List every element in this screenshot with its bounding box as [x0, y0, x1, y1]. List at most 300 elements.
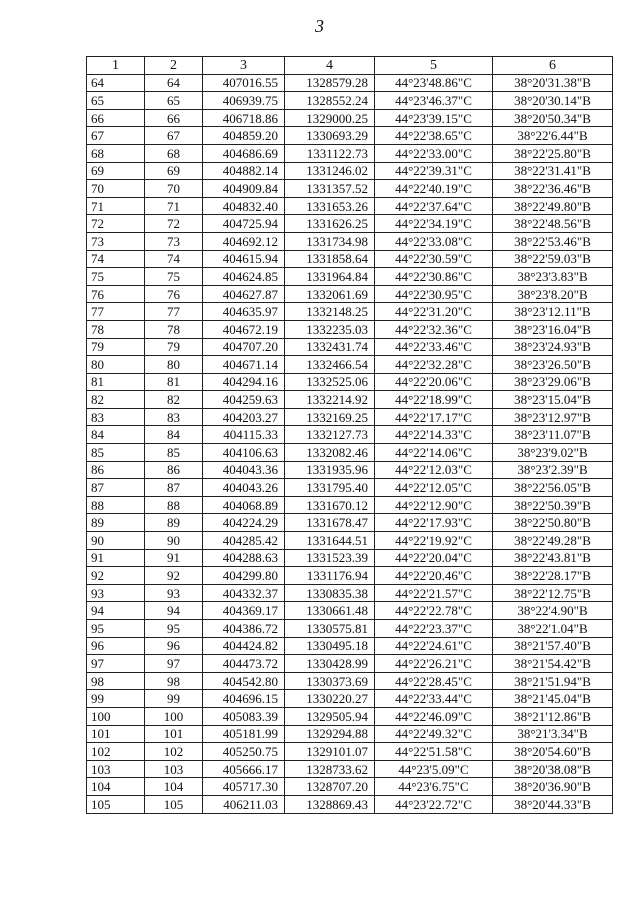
table-cell: 44°22'17.17"С	[375, 408, 493, 426]
table-cell: 101	[87, 725, 145, 743]
table-cell: 88	[87, 496, 145, 514]
table-cell: 1328869.43	[285, 795, 375, 813]
table-cell: 84	[87, 426, 145, 444]
coordinates-table	[86, 56, 613, 814]
table-cell: 404285.42	[203, 532, 285, 550]
table-cell: 38°23'26.50"В	[493, 356, 613, 374]
table-cell: 38°21'45.04"В	[493, 690, 613, 708]
table-cell: 81	[87, 373, 145, 391]
table-cell: 72	[87, 215, 145, 233]
table-cell: 100	[145, 707, 203, 725]
table-row	[87, 707, 613, 725]
table-cell: 93	[87, 584, 145, 602]
table-cell: 69	[87, 162, 145, 180]
table-cell: 38°20'38.08"В	[493, 760, 613, 778]
table-row	[87, 479, 613, 497]
table-cell: 404259.63	[203, 391, 285, 409]
table-cell: 44°22'49.32"С	[375, 725, 493, 743]
table-cell: 1330693.29	[285, 127, 375, 145]
table-cell: 105	[87, 795, 145, 813]
table-cell: 85	[87, 444, 145, 462]
table-cell: 405181.99	[203, 725, 285, 743]
table-cell: 1332061.69	[285, 285, 375, 303]
table-cell: 38°22'36.46"В	[493, 180, 613, 198]
table-cell: 44°22'39.31"С	[375, 162, 493, 180]
table-cell: 44°22'33.44"С	[375, 690, 493, 708]
table-cell: 44°22'12.90"С	[375, 496, 493, 514]
table-cell: 404635.97	[203, 303, 285, 321]
table-cell: 66	[87, 109, 145, 127]
table-row	[87, 215, 613, 233]
column-header: 4	[285, 57, 375, 75]
table-cell: 44°22'51.58"С	[375, 743, 493, 761]
table-row	[87, 356, 613, 374]
table-cell: 1332214.92	[285, 391, 375, 409]
table-cell: 1331935.96	[285, 461, 375, 479]
table-cell: 1331122.73	[285, 144, 375, 162]
table-cell: 38°20'54.60"В	[493, 743, 613, 761]
table-cell: 44°22'12.05"С	[375, 479, 493, 497]
table-cell: 38°22'56.05"В	[493, 479, 613, 497]
table-cell: 1329101.07	[285, 743, 375, 761]
table-cell: 44°22'46.09"С	[375, 707, 493, 725]
table-cell: 84	[145, 426, 203, 444]
table-cell: 44°23'46.37"С	[375, 92, 493, 110]
table-cell: 44°22'12.03"С	[375, 461, 493, 479]
column-header: 1	[87, 57, 145, 75]
table-cell: 1332082.46	[285, 444, 375, 462]
table-row	[87, 532, 613, 550]
table-cell: 38°22'12.75"В	[493, 584, 613, 602]
table-row	[87, 655, 613, 673]
table-cell: 75	[145, 268, 203, 286]
table-cell: 68	[87, 144, 145, 162]
table-cell: 68	[145, 144, 203, 162]
table-cell: 104	[87, 778, 145, 796]
table-cell: 44°22'33.00"С	[375, 144, 493, 162]
table-cell: 104	[145, 778, 203, 796]
table-row	[87, 109, 613, 127]
table-cell: 1331176.94	[285, 567, 375, 585]
table-cell: 78	[145, 320, 203, 338]
table-cell: 404686.69	[203, 144, 285, 162]
column-header: 5	[375, 57, 493, 75]
table-cell: 1328552.24	[285, 92, 375, 110]
table-cell: 1332148.25	[285, 303, 375, 321]
table-cell: 404043.26	[203, 479, 285, 497]
table-cell: 38°23'29.06"В	[493, 373, 613, 391]
page-number: 3	[315, 16, 324, 36]
table-cell: 86	[145, 461, 203, 479]
table-cell: 44°22'30.59"С	[375, 250, 493, 268]
table-cell: 44°22'28.45"С	[375, 672, 493, 690]
table-cell: 1330428.99	[285, 655, 375, 673]
table-cell: 81	[145, 373, 203, 391]
table-cell: 38°23'11.07"В	[493, 426, 613, 444]
table-cell: 404672.19	[203, 320, 285, 338]
table-row	[87, 92, 613, 110]
table-cell: 38°21'3.34"В	[493, 725, 613, 743]
table-cell: 1330575.81	[285, 620, 375, 638]
table-cell: 100	[87, 707, 145, 725]
table-cell: 44°23'5.09"С	[375, 760, 493, 778]
table-body	[87, 74, 613, 813]
table-cell: 73	[87, 232, 145, 250]
table-cell: 89	[87, 514, 145, 532]
table-cell: 38°22'48.56"В	[493, 215, 613, 233]
table-cell: 404627.87	[203, 285, 285, 303]
table-cell: 44°22'24.61"С	[375, 637, 493, 655]
table-cell: 88	[145, 496, 203, 514]
table-cell: 38°23'2.39"В	[493, 461, 613, 479]
column-header: 6	[493, 57, 613, 75]
table-cell: 38°22'6.44"В	[493, 127, 613, 145]
table-cell: 94	[87, 602, 145, 620]
table-cell: 44°22'33.46"С	[375, 338, 493, 356]
table-cell: 38°22'43.81"В	[493, 549, 613, 567]
table-row	[87, 620, 613, 638]
table-cell: 1332169.25	[285, 408, 375, 426]
table-cell: 38°22'50.80"В	[493, 514, 613, 532]
table-row	[87, 144, 613, 162]
table-cell: 404473.72	[203, 655, 285, 673]
table-cell: 404542.80	[203, 672, 285, 690]
table-row	[87, 496, 613, 514]
table-cell: 38°20'50.34"В	[493, 109, 613, 127]
table-cell: 99	[145, 690, 203, 708]
table-cell: 38°20'30.14"В	[493, 92, 613, 110]
table-cell: 38°23'9.02"В	[493, 444, 613, 462]
table-cell: 44°22'22.78"С	[375, 602, 493, 620]
column-header: 3	[203, 57, 285, 75]
table-cell: 1330661.48	[285, 602, 375, 620]
table-cell: 87	[145, 479, 203, 497]
table-cell: 96	[87, 637, 145, 655]
table-cell: 38°22'28.17"В	[493, 567, 613, 585]
table-cell: 77	[87, 303, 145, 321]
table-cell: 404203.27	[203, 408, 285, 426]
table-cell: 44°22'23.37"С	[375, 620, 493, 638]
table-cell: 1331858.64	[285, 250, 375, 268]
table-cell: 44°22'40.19"С	[375, 180, 493, 198]
table-row	[87, 778, 613, 796]
table-cell: 74	[145, 250, 203, 268]
table-cell: 44°23'22.72"С	[375, 795, 493, 813]
table-row	[87, 567, 613, 585]
table-cell: 69	[145, 162, 203, 180]
table-cell: 102	[145, 743, 203, 761]
table-cell: 1330835.38	[285, 584, 375, 602]
table-row	[87, 461, 613, 479]
table-cell: 71	[145, 197, 203, 215]
table-row	[87, 197, 613, 215]
table-cell: 38°20'36.90"В	[493, 778, 613, 796]
table-cell: 76	[145, 285, 203, 303]
table-cell: 96	[145, 637, 203, 655]
table-cell: 87	[87, 479, 145, 497]
table-cell: 102	[87, 743, 145, 761]
table-cell: 404832.40	[203, 197, 285, 215]
table-cell: 70	[87, 180, 145, 198]
table-cell: 90	[145, 532, 203, 550]
table-cell: 72	[145, 215, 203, 233]
table-cell: 1331523.39	[285, 549, 375, 567]
table-cell: 92	[145, 567, 203, 585]
table-cell: 38°23'12.97"В	[493, 408, 613, 426]
table-cell: 44°22'17.93"С	[375, 514, 493, 532]
table-cell: 65	[87, 92, 145, 110]
table-cell: 1328707.20	[285, 778, 375, 796]
table-cell: 404671.14	[203, 356, 285, 374]
table-cell: 38°21'51.94"В	[493, 672, 613, 690]
table-cell: 65	[145, 92, 203, 110]
table-cell: 406939.75	[203, 92, 285, 110]
table-cell: 66	[145, 109, 203, 127]
table-cell: 404725.94	[203, 215, 285, 233]
table-row	[87, 338, 613, 356]
table-row	[87, 602, 613, 620]
table-cell: 76	[87, 285, 145, 303]
table-cell: 95	[145, 620, 203, 638]
table-cell: 1330495.18	[285, 637, 375, 655]
table-cell: 405083.39	[203, 707, 285, 725]
table-cell: 80	[87, 356, 145, 374]
table-row	[87, 444, 613, 462]
table-cell: 44°22'21.57"С	[375, 584, 493, 602]
table-cell: 404859.20	[203, 127, 285, 145]
table-cell: 38°23'16.04"В	[493, 320, 613, 338]
table-cell: 1329505.94	[285, 707, 375, 725]
table-row	[87, 584, 613, 602]
table-cell: 44°22'38.65"С	[375, 127, 493, 145]
table-cell: 38°23'8.20"В	[493, 285, 613, 303]
table-cell: 1328733.62	[285, 760, 375, 778]
table-cell: 38°21'54.42"В	[493, 655, 613, 673]
table-cell: 38°21'12.86"В	[493, 707, 613, 725]
table-cell: 83	[145, 408, 203, 426]
table-cell: 405717.30	[203, 778, 285, 796]
table-cell: 89	[145, 514, 203, 532]
table-cell: 1331644.51	[285, 532, 375, 550]
table-cell: 404043.36	[203, 461, 285, 479]
table-cell: 1332127.73	[285, 426, 375, 444]
table-cell: 1332235.03	[285, 320, 375, 338]
table-cell: 64	[87, 74, 145, 92]
table-cell: 404692.12	[203, 232, 285, 250]
table-cell: 1328579.28	[285, 74, 375, 92]
table-cell: 404288.63	[203, 549, 285, 567]
table-cell: 404882.14	[203, 162, 285, 180]
table-cell: 1330220.27	[285, 690, 375, 708]
table-cell: 92	[87, 567, 145, 585]
table-cell: 404068.89	[203, 496, 285, 514]
table-row	[87, 285, 613, 303]
table-row	[87, 303, 613, 321]
table-cell: 38°20'44.33"В	[493, 795, 613, 813]
table-cell: 98	[145, 672, 203, 690]
table-cell: 64	[145, 74, 203, 92]
table-cell: 404386.72	[203, 620, 285, 638]
table-cell: 38°23'3.83"В	[493, 268, 613, 286]
table-row	[87, 391, 613, 409]
table-cell: 99	[87, 690, 145, 708]
table-row	[87, 725, 613, 743]
table-cell: 44°22'32.28"С	[375, 356, 493, 374]
table-row	[87, 232, 613, 250]
table-cell: 93	[145, 584, 203, 602]
table-cell: 404696.15	[203, 690, 285, 708]
table-cell: 44°22'14.33"С	[375, 426, 493, 444]
table-cell: 38°22'49.80"В	[493, 197, 613, 215]
table-cell: 105	[145, 795, 203, 813]
table-cell: 1331626.25	[285, 215, 375, 233]
table-cell: 407016.55	[203, 74, 285, 92]
table-cell: 1329000.25	[285, 109, 375, 127]
table-cell: 1331734.98	[285, 232, 375, 250]
table-cell: 44°22'30.95"С	[375, 285, 493, 303]
table-cell: 404332.37	[203, 584, 285, 602]
table-cell: 38°22'50.39"В	[493, 496, 613, 514]
table-cell: 91	[87, 549, 145, 567]
table-cell: 44°22'33.08"С	[375, 232, 493, 250]
table-cell: 1331795.40	[285, 479, 375, 497]
table-cell: 85	[145, 444, 203, 462]
table-cell: 38°22'31.41"В	[493, 162, 613, 180]
table-cell: 97	[87, 655, 145, 673]
table-row	[87, 162, 613, 180]
table-cell: 1331653.26	[285, 197, 375, 215]
table-cell: 38°23'24.93"В	[493, 338, 613, 356]
table-cell: 73	[145, 232, 203, 250]
table-cell: 1332431.74	[285, 338, 375, 356]
table-cell: 44°23'39.15"С	[375, 109, 493, 127]
table-cell: 1332525.06	[285, 373, 375, 391]
table-cell: 44°22'34.19"С	[375, 215, 493, 233]
table-row	[87, 760, 613, 778]
table-row	[87, 795, 613, 813]
table-cell: 404115.33	[203, 426, 285, 444]
table-cell: 77	[145, 303, 203, 321]
table-row	[87, 127, 613, 145]
table-cell: 38°22'4.90"В	[493, 602, 613, 620]
table-cell: 75	[87, 268, 145, 286]
table-cell: 44°22'32.36"С	[375, 320, 493, 338]
table-cell: 404369.17	[203, 602, 285, 620]
table-cell: 44°23'48.86"С	[375, 74, 493, 92]
table-header-row	[87, 57, 613, 75]
table-cell: 44°22'20.06"С	[375, 373, 493, 391]
table-cell: 67	[87, 127, 145, 145]
table-cell: 95	[87, 620, 145, 638]
table-cell: 406718.86	[203, 109, 285, 127]
table-cell: 44°22'19.92"С	[375, 532, 493, 550]
table-cell: 44°23'6.75"С	[375, 778, 493, 796]
table-cell: 70	[145, 180, 203, 198]
table-cell: 44°22'26.21"С	[375, 655, 493, 673]
table-cell: 404615.94	[203, 250, 285, 268]
table-row	[87, 549, 613, 567]
table-cell: 38°23'12.11"В	[493, 303, 613, 321]
table-cell: 404909.84	[203, 180, 285, 198]
table-row	[87, 426, 613, 444]
table-cell: 44°22'18.99"С	[375, 391, 493, 409]
table-cell: 404624.85	[203, 268, 285, 286]
table-cell: 80	[145, 356, 203, 374]
table-cell: 405250.75	[203, 743, 285, 761]
table-cell: 67	[145, 127, 203, 145]
table-cell: 94	[145, 602, 203, 620]
table-cell: 1331678.47	[285, 514, 375, 532]
table-cell: 44°22'14.06"С	[375, 444, 493, 462]
table-cell: 90	[87, 532, 145, 550]
table-row	[87, 637, 613, 655]
table-row	[87, 180, 613, 198]
table-cell: 103	[145, 760, 203, 778]
table-cell: 44°22'37.64"С	[375, 197, 493, 215]
table-cell: 404424.82	[203, 637, 285, 655]
table-cell: 1329294.88	[285, 725, 375, 743]
table-cell: 404299.80	[203, 567, 285, 585]
table-cell: 78	[87, 320, 145, 338]
table-cell: 1331357.52	[285, 180, 375, 198]
table-cell: 38°23'15.04"В	[493, 391, 613, 409]
table-cell: 86	[87, 461, 145, 479]
table-cell: 97	[145, 655, 203, 673]
table-row	[87, 514, 613, 532]
table-row	[87, 373, 613, 391]
table-cell: 1332466.54	[285, 356, 375, 374]
table-cell: 404707.20	[203, 338, 285, 356]
table-cell: 44°22'20.04"С	[375, 549, 493, 567]
table-row	[87, 743, 613, 761]
table-cell: 405666.17	[203, 760, 285, 778]
table-row	[87, 672, 613, 690]
table-cell: 1331246.02	[285, 162, 375, 180]
table-cell: 98	[87, 672, 145, 690]
table-cell: 38°22'49.28"В	[493, 532, 613, 550]
table-cell: 91	[145, 549, 203, 567]
table-row	[87, 690, 613, 708]
table-cell: 82	[145, 391, 203, 409]
table-cell: 1331964.84	[285, 268, 375, 286]
table-cell: 83	[87, 408, 145, 426]
table-row	[87, 74, 613, 92]
table-cell: 101	[145, 725, 203, 743]
table-row	[87, 268, 613, 286]
table-cell: 71	[87, 197, 145, 215]
table-row	[87, 250, 613, 268]
table-cell: 44°22'20.46"С	[375, 567, 493, 585]
table-cell: 74	[87, 250, 145, 268]
table-cell: 38°20'31.38"В	[493, 74, 613, 92]
table-cell: 44°22'31.20"С	[375, 303, 493, 321]
table-cell: 404106.63	[203, 444, 285, 462]
table-cell: 406211.03	[203, 795, 285, 813]
table-cell: 79	[87, 338, 145, 356]
table-cell: 79	[145, 338, 203, 356]
table-cell: 1331670.12	[285, 496, 375, 514]
table-cell: 82	[87, 391, 145, 409]
table-cell: 38°22'53.46"В	[493, 232, 613, 250]
table-cell: 38°21'57.40"В	[493, 637, 613, 655]
table-row	[87, 408, 613, 426]
table-cell: 38°22'1.04"В	[493, 620, 613, 638]
table-row	[87, 320, 613, 338]
table-cell: 38°22'59.03"В	[493, 250, 613, 268]
table-cell: 404224.29	[203, 514, 285, 532]
table-cell: 44°22'30.86"С	[375, 268, 493, 286]
column-header: 2	[145, 57, 203, 75]
